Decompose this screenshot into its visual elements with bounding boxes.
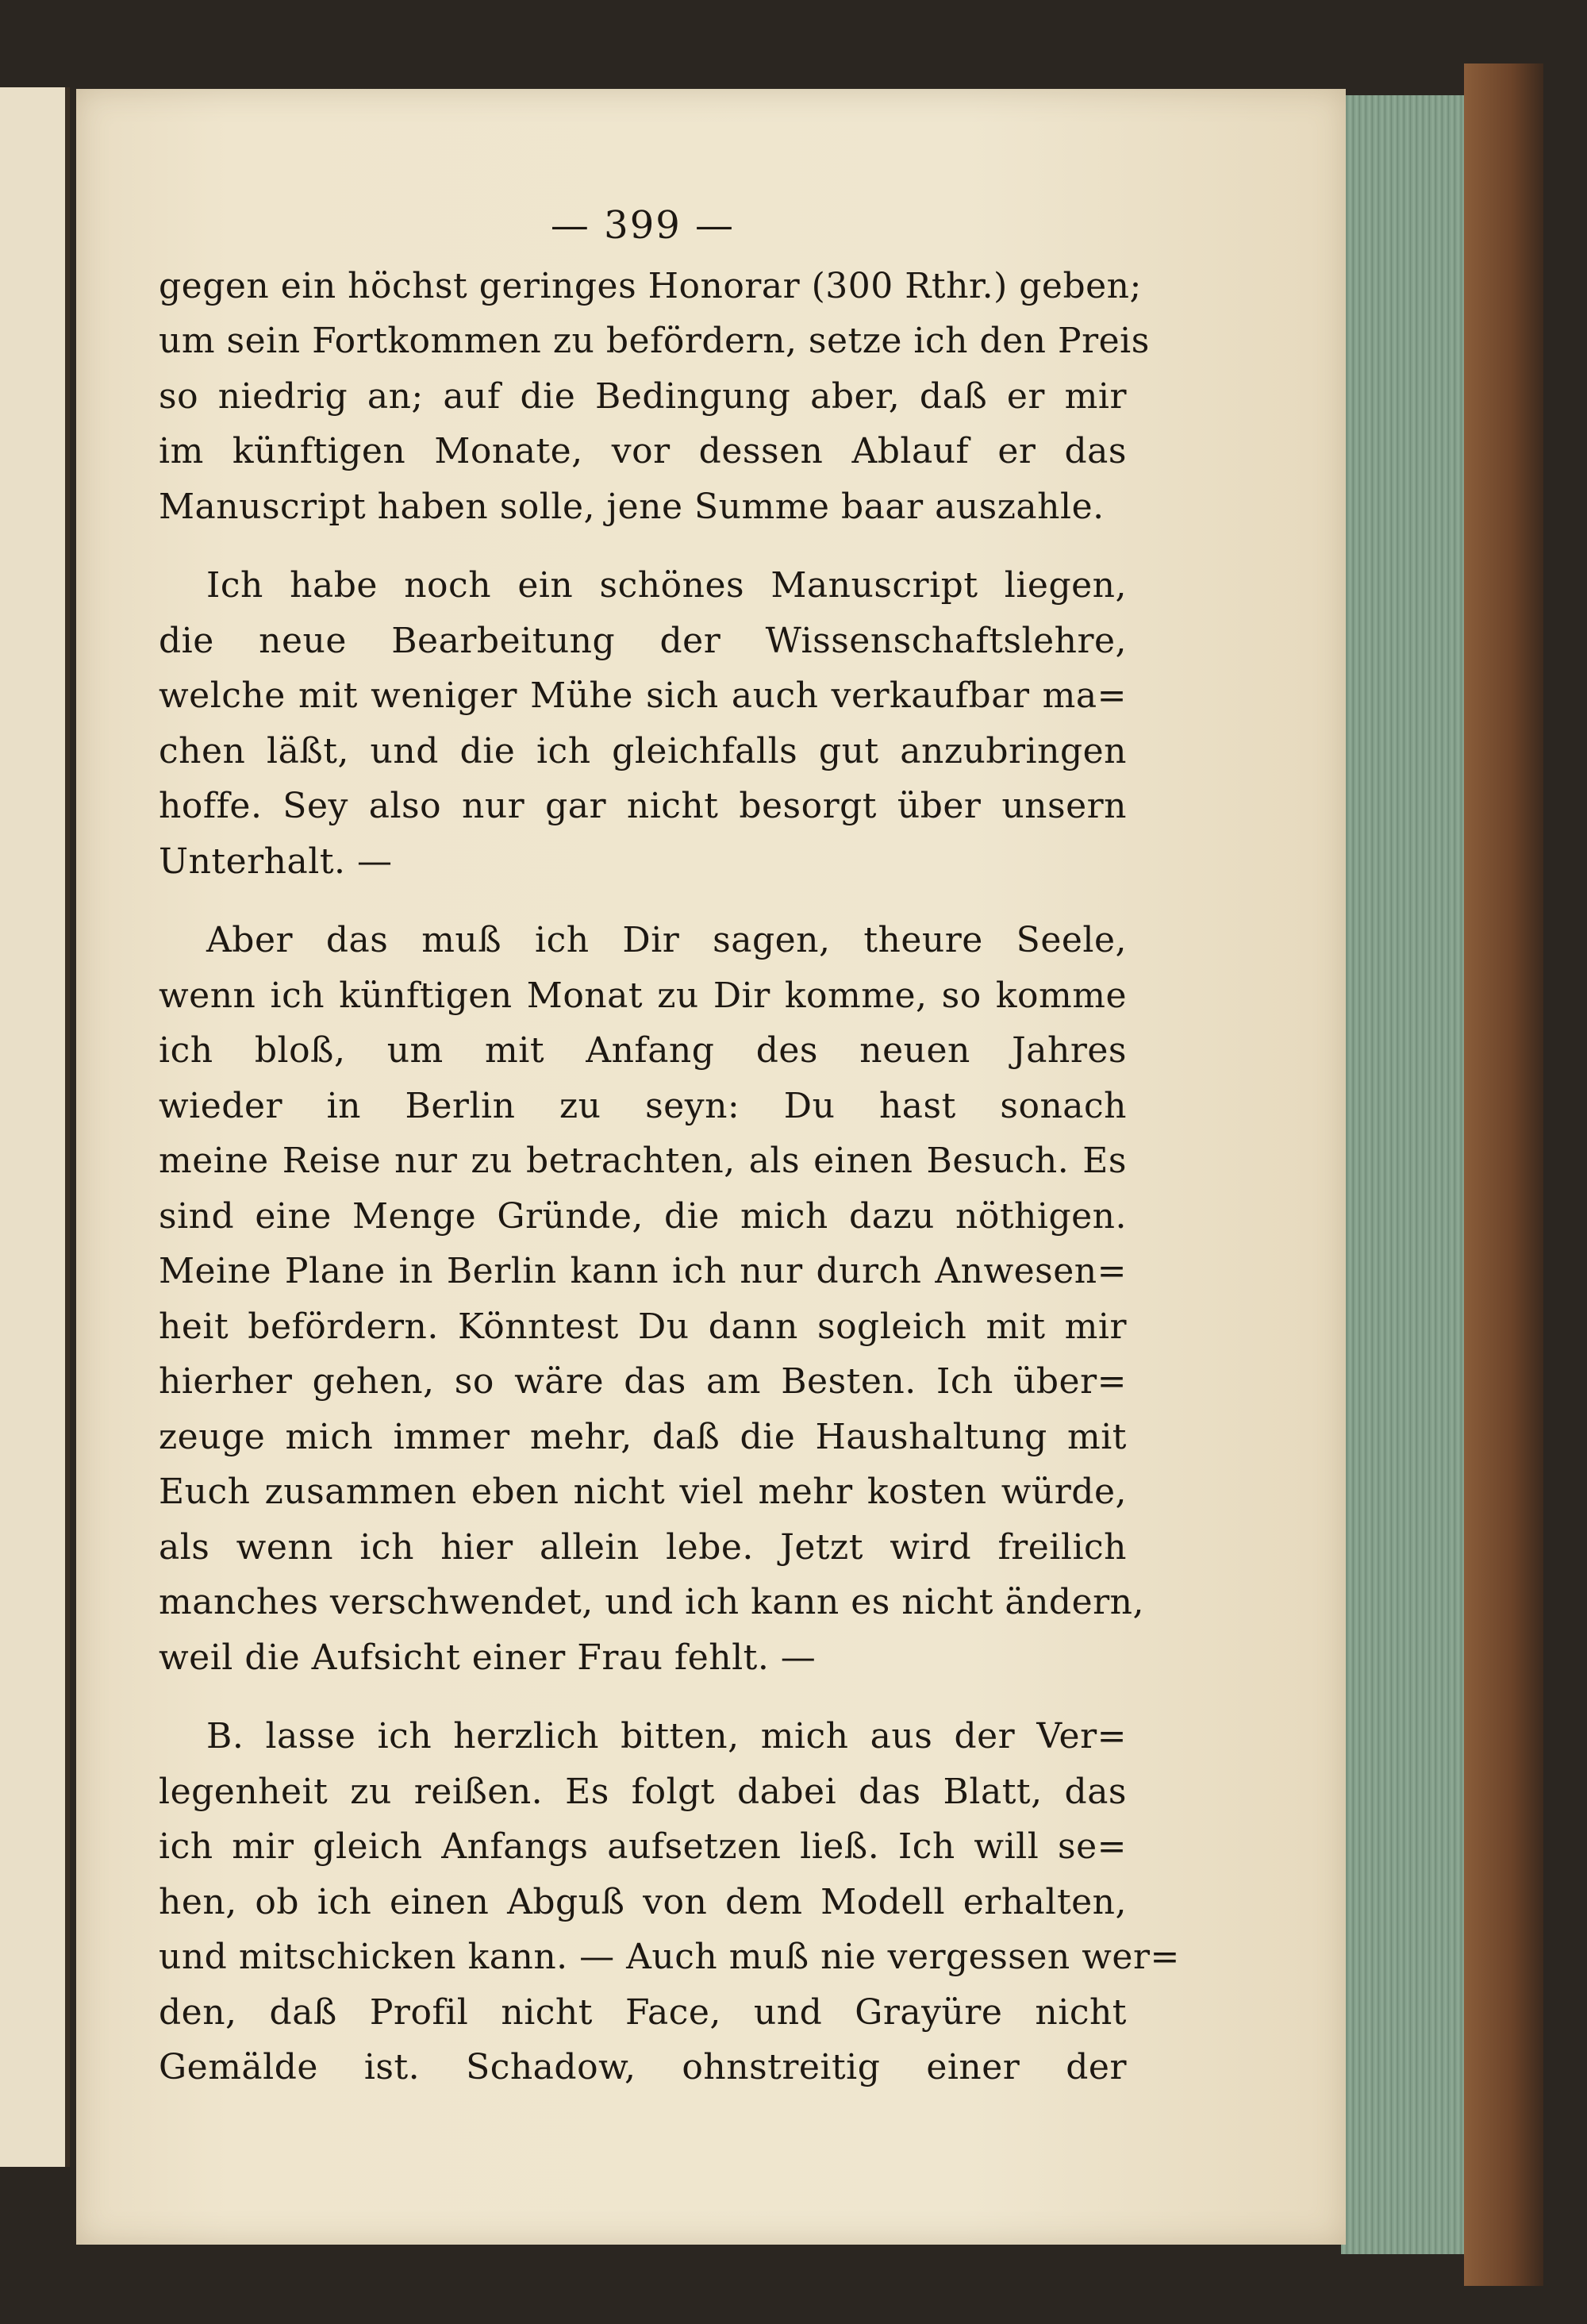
text-line: die neue Bearbeitung der Wissenschaftslehre, [159, 620, 1127, 661]
page-fore-edge [1341, 95, 1464, 2254]
text-line: Ich habe noch ein schönes Manuscript liegen, [206, 565, 1127, 606]
left-page-edge [0, 87, 70, 2167]
text-line: um sein Fortkommen zu befördern, setze ich den Preis [159, 321, 1150, 361]
text-line: den, daß Profil nicht Face, und Grayüre nicht [159, 1991, 1127, 2033]
text-line: gegen ein höchst geringes Honorar (300 Rthr.) geben; [159, 265, 1142, 306]
text-line: Gemälde ist. Schadow, ohnstreitig einer der [159, 2047, 1127, 2087]
text-line: meine Reise nur zu betrachten, als einen Besuch. Es [159, 1141, 1127, 1181]
text-line: legenheit zu reißen. Es folgt dabei das Blatt, das [159, 1771, 1127, 1812]
text-line: hoffe. Sey also nur gar nicht besorgt über unsern [159, 786, 1127, 826]
page-content [159, 198, 1180, 2119]
book-cover-edge [1464, 63, 1543, 2286]
text-line: hierher gehen, so wäre das am Besten. Ich über= [159, 1361, 1127, 1402]
text-line: ich mir gleich Anfangs aufsetzen ließ. Ich will se= [159, 1826, 1127, 1867]
text-line: welche mit weniger Mühe sich auch verkaufbar ma= [159, 675, 1127, 716]
text-line: Manuscript haben solle, jene Summe baar auszahle. [159, 486, 1105, 527]
text-line: ich bloß, um mit Anfang des neuen Jahres [159, 1030, 1127, 1071]
text-line: so niedrig an; auf die Bedingung aber, daß er mir [159, 375, 1127, 417]
text-line: als wenn ich hier allein lebe. Jetzt wird freilich [159, 1526, 1127, 1568]
text-line: Aber das muß ich Dir sagen, theure Seele, [206, 920, 1127, 960]
text-line: und mitschicken kann. — Auch muß nie vergessen wer= [159, 1937, 1180, 1977]
paragraph-4 [159, 1709, 1180, 2095]
text-line: wieder in Berlin zu seyn: Du hast sonach [159, 1085, 1127, 1126]
text-line: manches verschwendet, und ich kann es nicht ändern, [159, 1582, 1144, 1622]
text-line: sind eine Menge Gründe, die mich dazu nöthigen. [159, 1195, 1127, 1237]
text-line: im künftigen Monate, vor dessen Ablauf er das [159, 431, 1127, 471]
paragraph-2 [159, 558, 1127, 889]
text-line: zeuge mich immer mehr, daß die Haushaltung mit [159, 1416, 1127, 1457]
text-line: weil die Aufsicht einer Frau fehlt. — [159, 1637, 817, 1678]
paragraph-1 [159, 259, 1150, 535]
paragraph-3 [159, 913, 1144, 1685]
text-line: chen läßt, und die ich gleichfalls gut anzubringen [159, 730, 1127, 771]
page-number: — 399 — [550, 203, 736, 248]
text-line: Euch zusammen eben nicht viel mehr kosten würde, [159, 1472, 1127, 1512]
text-line: Unterhalt. — [159, 841, 393, 882]
text-line: heit befördern. Könntest Du dann sogleich mit mir [159, 1306, 1127, 1347]
text-line: Meine Plane in Berlin kann ich nur durch Anwesen= [159, 1251, 1127, 1291]
text-line: wenn ich künftigen Monat zu Dir komme, so komme [159, 975, 1127, 1016]
text-line: hen, ob ich einen Abguß von dem Modell erhalten, [159, 1881, 1127, 1922]
text-line: B. lasse ich herzlich bitten, mich aus der Ver= [206, 1716, 1127, 1756]
